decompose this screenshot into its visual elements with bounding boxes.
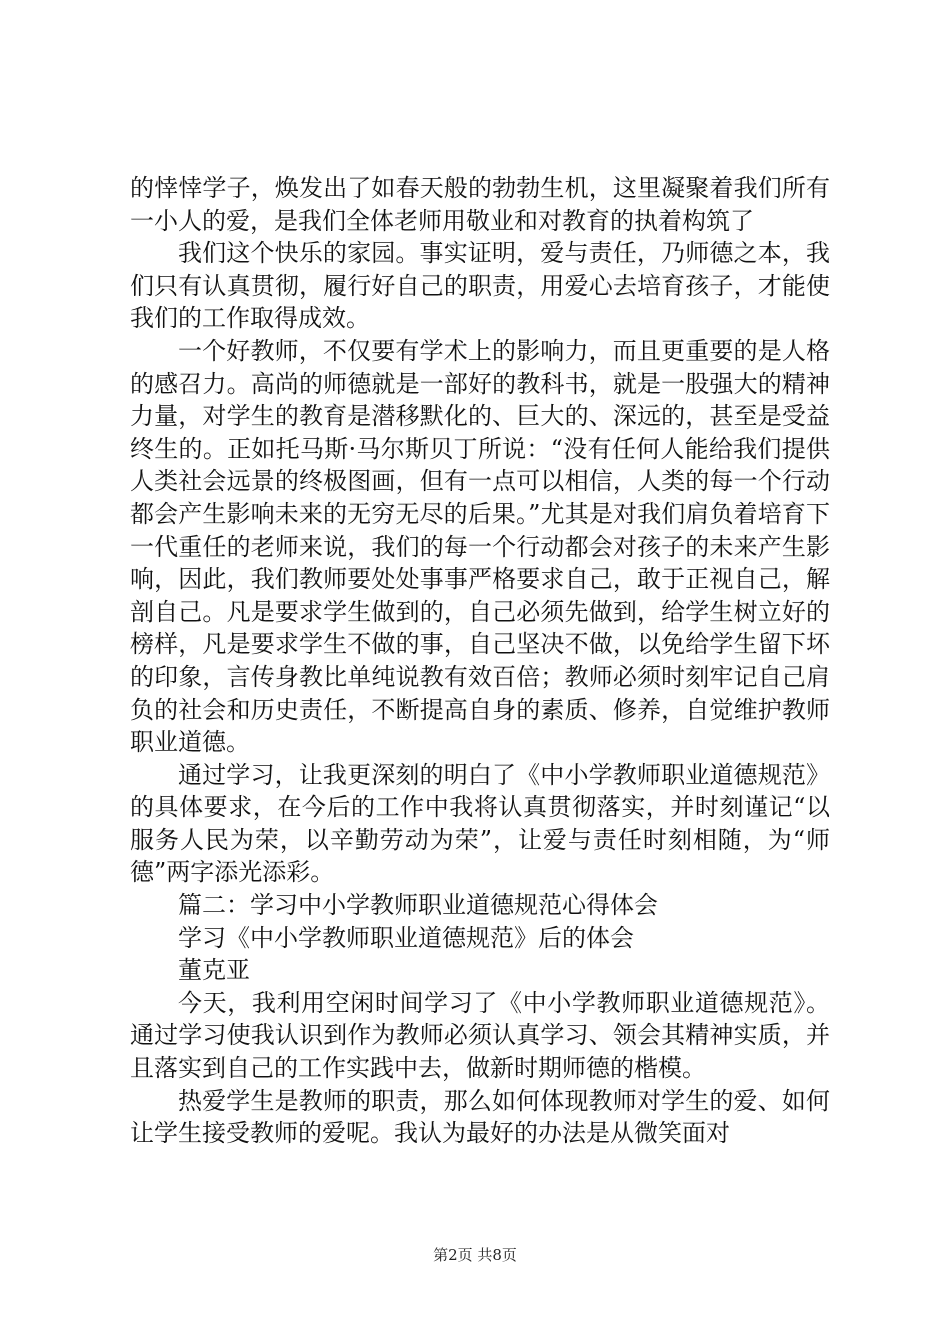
section-heading: 篇二：学习中小学教师职业道德规范心得体会 xyxy=(178,891,658,920)
paragraph-6: 热爱学生是教师的职责，那么如何体现教师对学生的爱、如何让学生接受教师的爱呢。我认为最好的办法是从微笑面对 xyxy=(130,1086,830,1148)
page-number-footer: 第2页 共8页 xyxy=(433,1246,517,1264)
author-name: 董克亚 xyxy=(178,956,250,985)
paragraph-1: 的悻悻学子，焕发出了如春天般的勃勃生机，这里凝聚着我们所有一小人的爱，是我们全体老师用敬业和对教育的执着构筑了 xyxy=(130,174,830,235)
document-body xyxy=(130,172,830,1150)
paragraph-2: 我们这个快乐的家园。事实证明，爱与责任，乃师德之本，我们只有认真贯彻，履行好自己的职责，用爱心去培育孩子，才能使我们的工作取得成效。 xyxy=(130,239,830,333)
article-title: 学习《中小学教师职业道德规范》后的体会 xyxy=(178,923,634,952)
paragraph-4: 通过学习，让我更深刻的明白了《中小学教师职业道德规范》的具体要求，在今后的工作中我将认真贯彻落实，并时刻谨记“以服务人民为荣，以辛勤劳动为荣”，让爱与责任时刻相随，为“师德”两字添光添彩。 xyxy=(130,760,830,887)
paragraph-3: 一个好教师，不仅要有学术上的影响力，而且更重要的是人格的感召力。高尚的师德就是一部好的教科书，就是一股强大的精神力量，对学生的教育是潜移默化的、巨大的、深远的，甚至是受益终生的。正如托马斯·马尔斯贝丁所说：“没有任何人能给我们提供人类社会远景的终极图画，但有一点可以相信，人类的每一个行动都会产生影响未来的无穷无尽的后果。”尤其是对我们肩负着培育下一代重任的老师来说，我们的每一个行动都会对孩子的未来产生影响，因此，我们教师要处处事事严格要求自己，敢于正视自己，解剖自己。凡是要求学生做到的，自己必须先做到，给学生树立好的榜样，凡是要求学生不做的事，自己坚决不做，以免给学生留下坏的印象，言传身教比单纯说教有效百倍；教师必须时刻牢记自己肩负的社会和历史责任，不断提高自身的素质、修养，自觉维护教师职业道德。 xyxy=(130,336,830,757)
paragraph-5: 今天，我利用空闲时间学习了《中小学教师职业道德规范》。通过学习使我认识到作为教师必须认真学习、领会其精神实质，并且落实到自己的工作实践中去，做新时期师德的楷模。 xyxy=(130,988,830,1083)
